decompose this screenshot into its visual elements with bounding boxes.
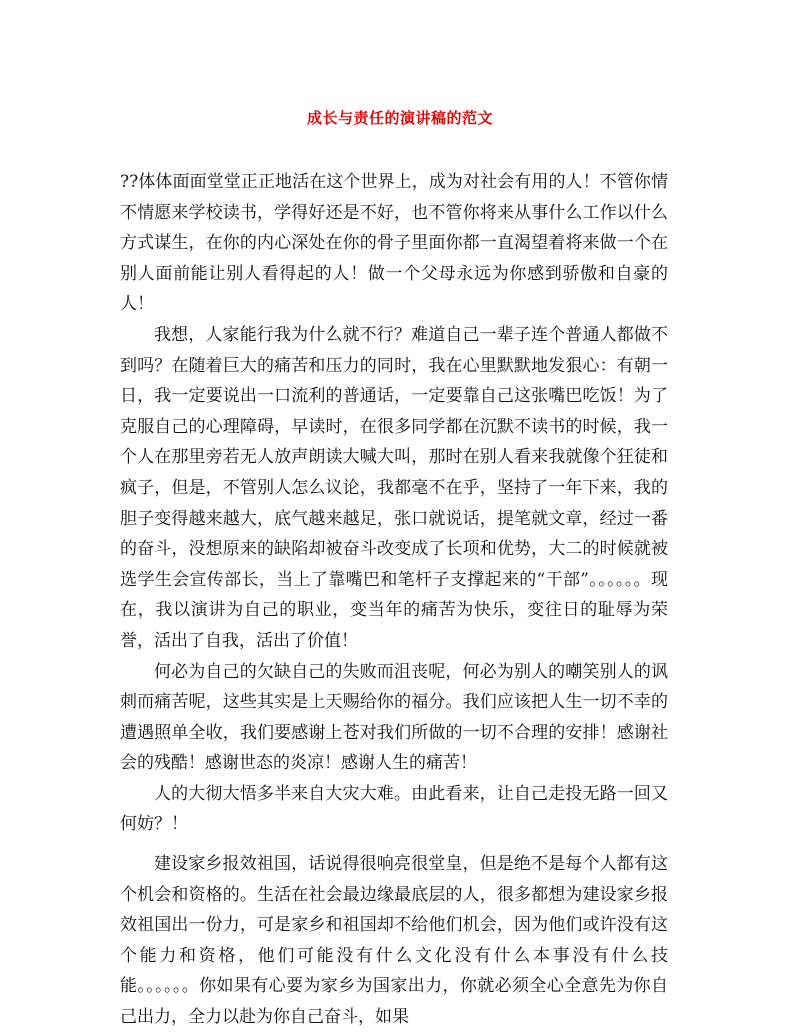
document-title: 成长与责任的演讲稿的范文 [306, 109, 493, 127]
paragraph-1: ??体体面面堂堂正正地活在这个世界上，成为对社会有用的人！不管你情不情愿来学校读书，学得好还是不好，也不管你将来从事什么工作以什么方式谋生，在你的内心深处在你的骨子里面你都一直渴望着将来做一个在别人面前能让别人看得起的人！做一个父母永远为你感到骄傲和自豪的人！ [120, 172, 668, 315]
document-body [120, 167, 668, 1033]
paragraph-3: 何必为自己的欠缺自己的失败而沮丧呢，何必为别人的嘲笑别人的讽刺而痛苦呢，这些其实是上天赐给你的福分。我们应该把人生一切不幸的遭遇照单全收，我们要感谢上苍对我们所做的一切不合理的安排！感谢社会的残酷！感谢世态的炎凉！感谢人生的痛苦！ [120, 661, 668, 774]
paragraph-4: 人的大彻大悟多半来自大灾大难。由此看来，让自己走投无路一回又何妨？！ [120, 783, 668, 835]
paragraph-5: 建设家乡报效祖国，话说得很响亮很堂皇，但是绝不是每个人都有这个机会和资格的。生活在社会最边缘最底层的人，很多都想为建设家乡报效祖国出一份力，可是家乡和祖国却不给他们机会，因为他们或许没有这个能力和资格，他们可能没有什么文化没有什么本事没有什么技能。。。。。。你如果有心要为家乡为国家出力，你就必须全心全意先为你自己出力，全力以赴为你自己奋斗，如果 [120, 854, 668, 1028]
paragraph-2: 我想，人家能行我为什么就不行？难道自己一辈子连个普通人都做不到吗？在随着巨大的痛苦和压力的同时，我在心里默默地发狠心：有朝一日，我一定要说出一口流利的普通话，一定要靠自己这张嘴巴吃饭！为了克服自己的心理障碍，早读时，在很多同学都在沉默不读书的时候，我一个人在那里旁若无人放声朗读大喊大叫，那时在别人看来我就像个狂徒和疯子，但是，不管别人怎么议论，我都毫不在乎，坚持了一年下来，我的胆子变得越来越大，底气越来越足，张口就说话，提笔就文章，经过一番的奋斗，没想原来的缺陷却被奋斗改变成了长项和优势，大二的时候就被选学生会宣传部长，当上了靠嘴巴和笔杆子支撑起来的“干部”。。。。。。现在，我以演讲为自己的职业，变当年的痛苦为快乐，变往日的耻辱为荣誉，活出了自我，活出了价值！ [120, 324, 668, 651]
